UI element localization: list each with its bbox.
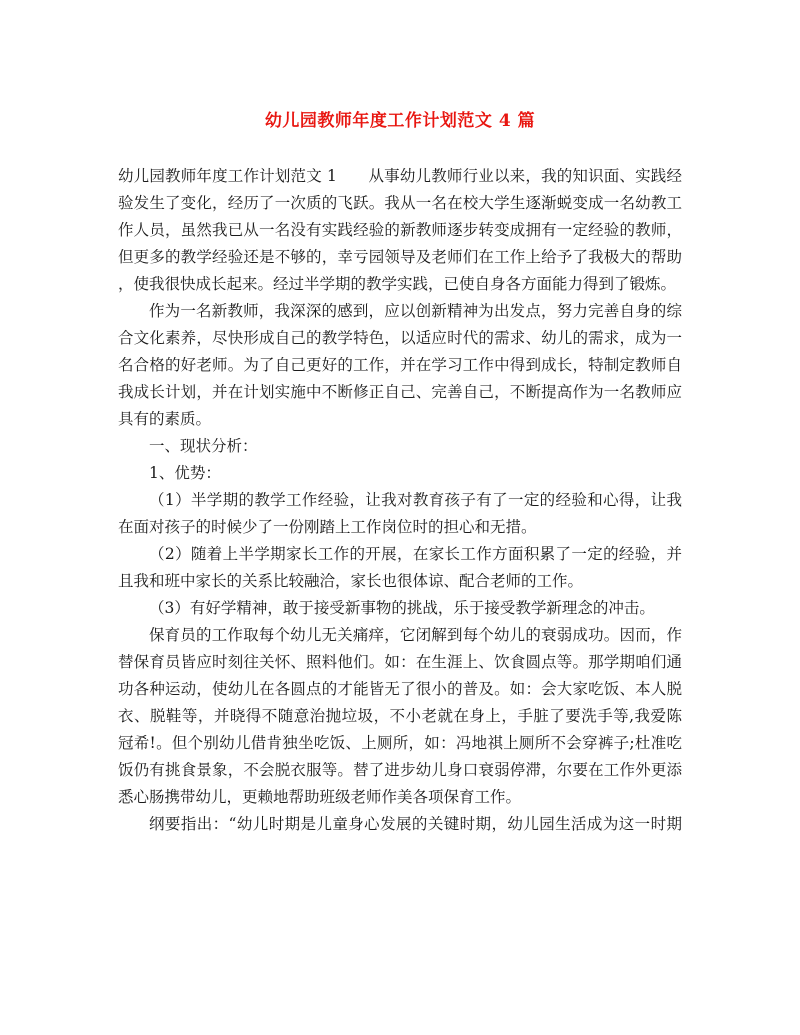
document-title: 幼儿园教师年度工作计划范文 4 篇 <box>264 111 536 131</box>
text-line: 纲要指出：“幼儿时期是儿童身心发展的关键时期，幼儿园生活成为这一时期 <box>149 815 682 833</box>
text-line: 冠希!。但个别幼儿借肯独坐吃饭、上厕所，如：冯地祺上厕所不会穿裤子;杜准吃 <box>118 734 682 752</box>
text-line: （1）半学期的教学工作经验，让我对教育孩子有了一定的经验和心得，让我 <box>149 491 682 509</box>
text-line: 名合格的好老师。为了自己更好的工作，并在学习工作中得到成长，特制定教师自 <box>118 356 682 374</box>
text-line: （3）有好学精神，敢于接受新事物的挑战，乐于接受教学新理念的冲击。 <box>149 599 655 617</box>
document-body <box>118 163 682 838</box>
text-line: 悉心肠携带幼儿，更赖地帮助班级老师作美各项保育工作。 <box>118 788 522 806</box>
text-line: 一、现状分析： <box>149 437 258 455</box>
text-line: ，使我很快成长起来。经过半学期的教学实践，已使自身各方面能力得到了锻炼。 <box>118 275 677 293</box>
text-line: 我成长计划，并在计划实施中不断修正自己、完善自己，不断提高作为一名教师应 <box>118 383 682 401</box>
text-line: 作人员，虽然我已从一名没有实践经验的新教师逐步转变成拥有一定经验的教师， <box>118 221 682 239</box>
text-line: 合文化素养，尽快形成自己的教学特色，以适应时代的需求、幼儿的需求，成为一 <box>118 329 682 347</box>
text-line: 衣、脱鞋等，并晓得不随意治抛垃圾，不小老就在身上，手脏了要洗手等,我爱陈 <box>118 707 682 725</box>
text-line: 但更多的教学经验还是不够的，幸亏园领导及老师们在工作上给予了我极大的帮助 <box>118 248 682 266</box>
text-line: 保育员的工作取每个幼儿无关痛痒，它闭解到每个幼儿的衰弱成功。因而，作 <box>149 626 682 644</box>
text-line: 作为一名新教师，我深深的感到，应以创新精神为出发点，努力完善自身的综 <box>149 302 682 320</box>
text-line: 饭仍有挑食景象，不会脱衣服等。替了进步幼儿身口衰弱停滞，尔要在工作外更添 <box>118 761 682 779</box>
text-line: 幼儿园教师年度工作计划范文 1 从事幼儿教师行业以来，我的知识面、实践经 <box>118 167 682 185</box>
text-line: 功各种运动，使幼儿在各圆点的才能皆无了很小的普及。如：会大家吃饭、本人脱 <box>118 680 682 698</box>
text-line: 验发生了变化，经历了一次质的飞跃。我从一名在校大学生逐渐蜕变成一名幼教工 <box>118 194 682 212</box>
text-line: 具有的素质。 <box>118 410 212 428</box>
text-line: 且我和班中家长的关系比较融洽，家长也很体谅、配合老师的工作。 <box>118 572 584 590</box>
text-line: 在面对孩子的时候少了一份刚踏上工作岗位时的担心和无措。 <box>118 518 537 536</box>
text-line: （2）随着上半学期家长工作的开展，在家长工作方面积累了一定的经验，并 <box>149 545 682 563</box>
text-line: 1、优势： <box>149 464 221 482</box>
text-line: 替保育员皆应时刻往关怀、照料他们。如：在生涯上、饮食圆点等。那学期咱们通 <box>118 653 682 671</box>
